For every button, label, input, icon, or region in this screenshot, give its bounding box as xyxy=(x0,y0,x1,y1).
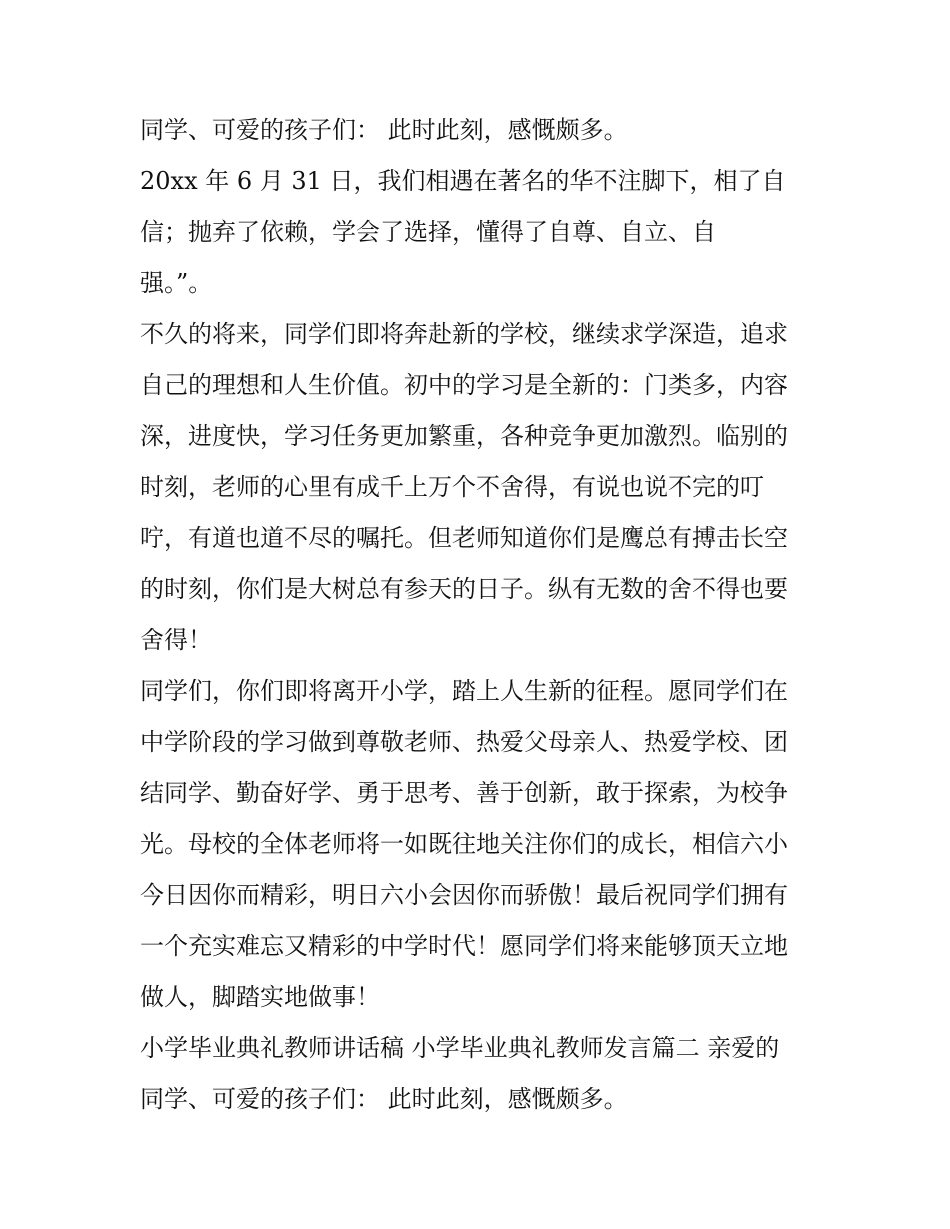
text-line: 中学阶段的学习做到尊敬老师、热爱父母亲人、热爱学校、团 xyxy=(140,728,788,756)
document-body xyxy=(140,105,820,1125)
text-line: 光。母校的全体老师将一如既往地关注你们的成长，相信六小 xyxy=(140,830,788,858)
text-line: 深，进度快，学习任务更加繁重，各种竞争更加激烈。临别的 xyxy=(140,422,788,450)
text-line: 结同学、勤奋好学、勇于思考、善于创新，敢于探索，为校争 xyxy=(140,779,788,807)
text-line: 时刻，老师的心里有成千上万个不舍得，有说也说不完的叮 xyxy=(140,473,764,501)
text-line: 的时刻，你们是大树总有参天的日子。纵有无数的舍不得也要 xyxy=(140,575,788,603)
text-line: 今日因你而精彩，明日六小会因你而骄傲！最后祝同学们拥有 xyxy=(140,881,788,909)
text-line: 一个充实难忘又精彩的中学时代！愿同学们将来能够顶天立地 xyxy=(140,932,788,960)
paragraph-greeting xyxy=(140,105,820,156)
text-line: 强。”。 xyxy=(140,269,213,297)
text-line: 同学、可爱的孩子们： 此时此刻，感慨颇多。 xyxy=(140,1085,628,1113)
text-line: 自己的理想和人生价值。初中的学习是全新的：门类多，内容 xyxy=(140,371,788,399)
text-line: 同学们，你们即将离开小学，踏上人生新的征程。愿同学们在 xyxy=(140,677,788,705)
paragraph-next-section xyxy=(140,1023,820,1125)
paragraph-future xyxy=(140,309,820,666)
text-line: 舍得！ xyxy=(140,626,212,654)
text-line: 信；抛弃了依赖，学会了选择，懂得了自尊、自立、自 xyxy=(140,218,716,246)
paragraph-meeting xyxy=(140,156,820,309)
text-line: 20xx 年 6 月 31 日，我们相遇在著名的华不注脚下，相了自 xyxy=(140,167,786,195)
text-line: 做人，脚踏实地做事！ xyxy=(140,983,380,1011)
text-line: 小学毕业典礼教师讲话稿 小学毕业典礼教师发言篇二 亲爱的 xyxy=(140,1034,780,1062)
text-line: 咛，有道也道不尽的嘱托。但老师知道你们是鹰总有搏击长空 xyxy=(140,524,788,552)
text-line: 同学、可爱的孩子们： 此时此刻，感慨颇多。 xyxy=(140,116,628,144)
text-line: 不久的将来，同学们即将奔赴新的学校，继续求学深造，追求 xyxy=(140,320,788,348)
paragraph-wishes xyxy=(140,666,820,1023)
